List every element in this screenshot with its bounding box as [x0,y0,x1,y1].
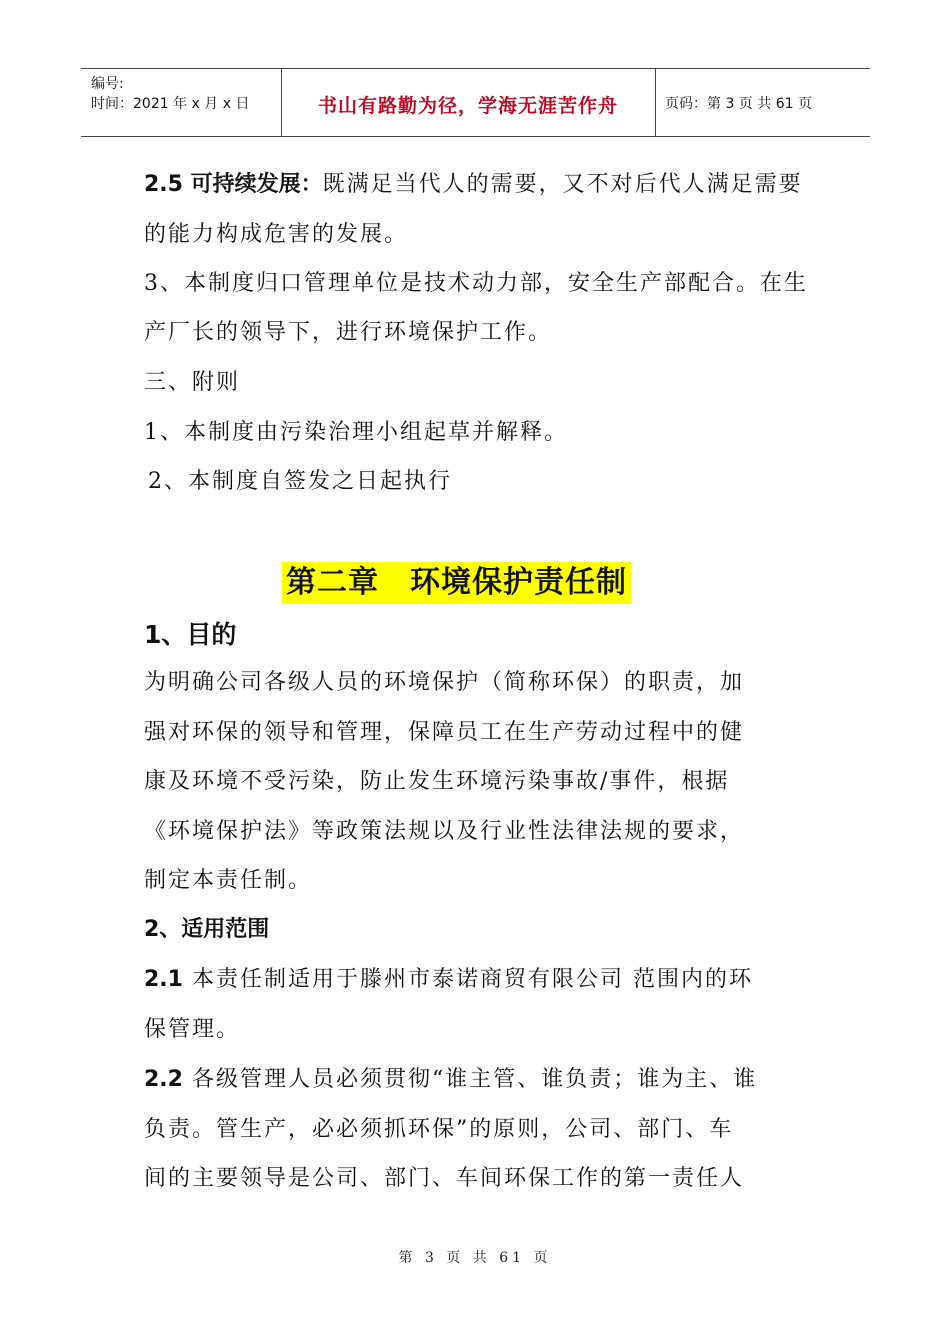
scope-2-1-line1 [144,965,753,995]
header-right-cell [655,69,870,136]
purpose-line-3: 康及环境不受污染，防止发生环境污染事故/事件，根据 [144,769,730,794]
appendix-rule-1: 1、本制度由污染治理小组起草并解释。 [144,420,568,445]
purpose-line-2: 强对环保的领导和管理，保障员工在生产劳动过程中的健 [144,720,745,745]
purpose-line-1: 为明确公司各级人员的环境保护（简称环保）的职责，加 [144,670,745,695]
scope-2-2-line2: 负责。管生产，必必须抓环保”的原则，公司、部门、车 [144,1117,734,1142]
purpose-line-5: 制定本责任制。 [144,868,313,893]
text-segment: 本责任制适用于滕州市泰诺商贸有限公司 范围内的环 [182,967,753,992]
time-label: 时间：2021 年 x 月 x 日 [91,96,250,112]
paragraph-2-5-line2: 的能力构成危害的发展。 [144,222,409,247]
header-motto-cell [281,69,656,136]
paragraph-2-5-line1 [144,170,803,200]
number-label: 编号: [91,76,124,92]
purpose-heading: 1、目的 [144,620,237,649]
header-page-info: 页码：第 3 页 共 61 页 [665,96,812,112]
motto: 书山有路勤为径，学海无涯苦作舟 [317,95,618,117]
text-segment: 既满足当代人的需要，又不对后代人满足需要 [322,172,803,197]
page-header [81,68,870,137]
paragraph-3-line2: 产厂长的领导下，进行环境保护工作。 [144,320,553,345]
scope-heading: 2、适用范围 [144,917,270,942]
paragraph-3-line1: 3、本制度归口管理单位是技术动力部，安全生产部配合。在生 [144,271,808,296]
header-left-cell [81,69,282,136]
clause-number: 2.1 [144,967,183,992]
scope-2-2-line1 [144,1065,757,1095]
scope-2-1-line2: 保管理。 [144,1017,241,1042]
chapter-title: 第二章 环境保护责任制 [282,562,631,604]
scope-2-2-line3: 间的主要领导是公司、部门、车间环保工作的第一责任人 [144,1166,745,1191]
appendix-rule-2: 2、本制度自签发之日起执行 [148,469,452,494]
text-segment: 各级管理人员必须贯彻“谁主管、谁负责；谁为主、谁 [182,1067,758,1092]
term-sustainable: 2.5 可持续发展： [144,172,323,197]
clause-number: 2.2 [144,1067,183,1092]
purpose-line-4: 《环境保护法》等政策法规以及行业性法律法规的要求， [144,819,745,844]
page-footer: 第 3 页 共 61 页 [398,1250,552,1266]
section-appendix: 三、附则 [144,370,241,395]
